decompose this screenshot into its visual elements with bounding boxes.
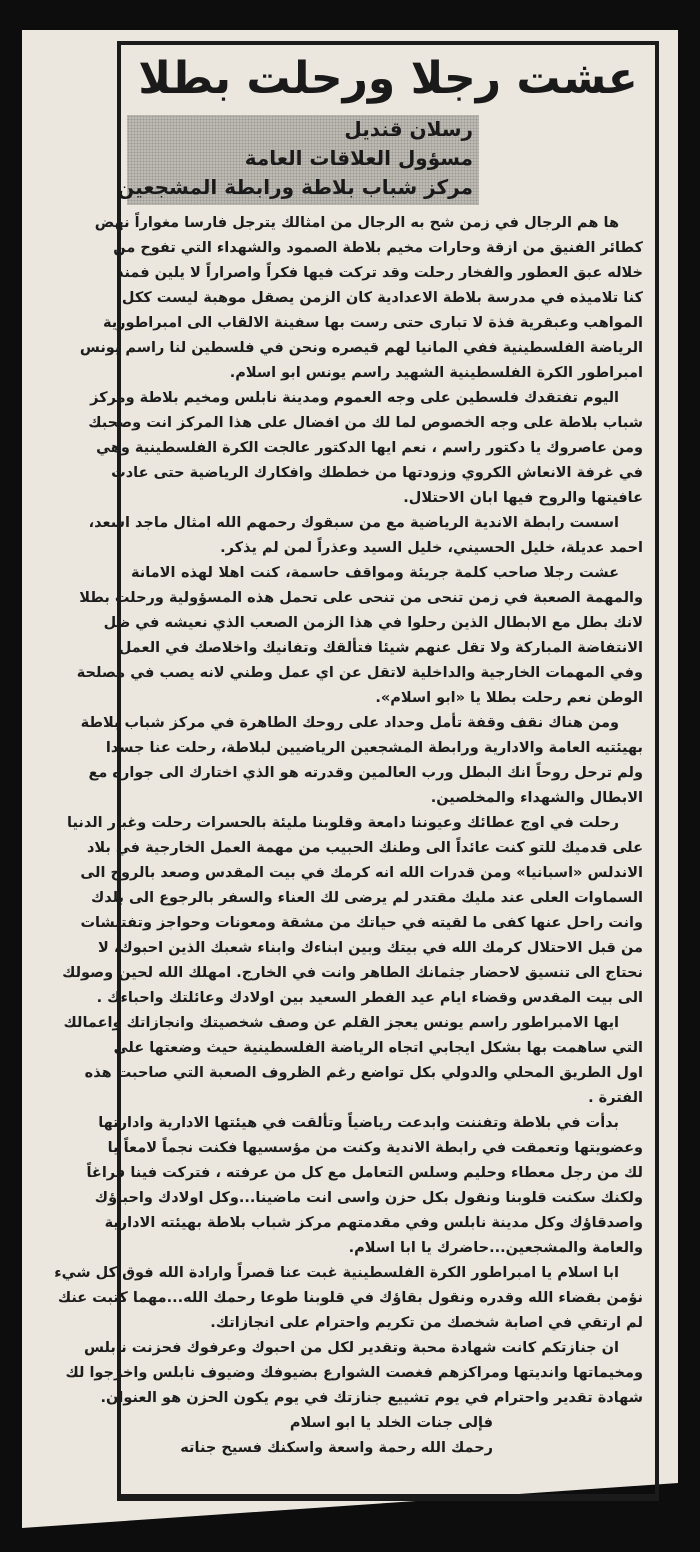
text-line: الوطن نعم رحلت بطلا يا «ابو اسلام».	[375, 690, 643, 706]
text-line: نحتاج الى تنسيق لاحضار جثمانك الطاهر وانت في الخارج. امهلك الله لحين وصولك	[62, 965, 643, 981]
text-line: خلاله عبق العطور والفخار رحلت وقد تركت فيها فكراً واصراراً لا يلين فمنذ	[116, 265, 643, 281]
text-line: احمد عديلة، خليل الحسيني، خليل السيد وعذراً لمن لم يذكر.	[220, 540, 643, 556]
text-line: كنا تلاميذه في مدرسة بلاطة الاعدادية كان الزمن يصقل موهبة ليست ككل	[121, 290, 643, 306]
text-line: كطائر الفنيق من ازقة وحارات مخيم بلاطة الصمود والشهداء التي تفوح من	[113, 240, 643, 256]
text-line: لانك بطل مع الابطال الذين رحلوا في هذا الزمن الصعب الذي نعيشه في ظل	[103, 615, 643, 631]
article-frame	[54, 41, 659, 1501]
text-line: التي ساهمت بها بشكل ايجابي اتجاه الرياضة الفلسطينية حيث وضعتها على	[113, 1040, 643, 1056]
text-line: لم ارتقي في اصابة شخصك من تكريم واحترام على انجازاتك.	[210, 1315, 643, 1331]
text-line: الفترة .	[588, 1090, 643, 1106]
text-line: امبراطور الكرة الفلسطينية الشهيد راسم يونس ابو اسلام.	[229, 365, 643, 381]
article-paragraph	[88, 386, 643, 511]
text-line: اليوم تفتقدك فلسطين على وجه العموم ومدينة نابلس ومخيم بلاطة ومركز	[90, 390, 619, 406]
article-paragraph	[86, 1111, 643, 1261]
text-line: ان جنازتكم كانت شهادة محبة وتقدير لكل من احبوك وعرفوك فحزنت نابلس	[84, 1340, 619, 1356]
text-line: ومن عاصروك يا دكتور راسم ، نعم ايها الدكتور عالجت الكرة الفلسطينية وهي	[96, 440, 643, 456]
text-line: والمهمة الصعبة في زمن تنحى من تنحى على تحمل هذه المسؤولية ورحلت بطلا	[79, 590, 643, 606]
text-line: واصدقاؤك وكل مدينة نابلس وفي مقدمتهم مركز شباب بلاطة بهيئته الادارية	[104, 1215, 643, 1231]
closing-line: رحمك الله رحمة واسعة واسكنك فسيح جناته	[180, 1440, 493, 1456]
article-paragraph	[63, 1011, 643, 1111]
article-title: عشت رجلا ورحلت بطلا	[138, 53, 638, 104]
article-paragraph	[88, 511, 643, 561]
text-line: ايها الامبراطور راسم يونس يعجز القلم عن وصف شخصيتك وانجازاتك واعمالك	[63, 1015, 619, 1031]
article-paragraph	[54, 1261, 643, 1336]
text-line: وانت راحل عنها كفى ما لقيته في حياتك من مشقة ومعونات وحواجز وتفتيشات	[80, 915, 643, 931]
article-paragraph	[62, 811, 643, 1011]
text-line: ابا اسلام يا امبراطور الكرة الفلسطينية غبت عنا قصراً وارادة الله فوق كل شيء	[54, 1265, 619, 1281]
text-line: شهادة تقدير واحترام في يوم تشييع جنازتك في يوم يكون الحزن هو العنوان.	[100, 1390, 643, 1406]
text-line: نؤمن بقضاء الله وقدره ونقول بقاؤك في قلوبنا طوعا رحمك الله...مهما كتبت عنك	[57, 1290, 643, 1306]
text-line: شباب بلاطة على وجه الخصوص لما لك من افضال على هذا المركز انت وصحبك	[88, 415, 643, 431]
text-line: عافيتها والروح فيها ابان الاحتلال.	[403, 490, 643, 506]
text-line: بهيئتيه العامة والادارية ورابطة المشجعين الرياضيين لبلاطة، رحلت عنا جسدا	[105, 740, 643, 756]
text-line: المواهب وعبقرية فذة لا تبارى حتى رست بها سفينة الالقاب الى امبراطورية	[102, 315, 643, 331]
text-line: ولم ترحل روحاً انك البطل ورب العالمين وقدرته هو الذي اختارك الى جواره مع	[88, 765, 643, 781]
text-line: في غرفة الانعاش الكروي وزودتها من خططك وافكارك الرياضية حتى عادت	[111, 465, 643, 481]
text-line: على قدميك للتو كنت عائداً الى وطنك الحبيب من مهمة العمل الخارجية في بلاد	[86, 840, 643, 856]
text-line: بدأت في بلاطة وتفننت وابدعت رياضياً وتألقت في هيئتها الادارية وادارتها	[98, 1115, 619, 1131]
author-organization: مركز شباب بلاطة ورابطة المشجعين	[117, 175, 473, 199]
closing-lines	[131, 1411, 643, 1461]
text-line: ولكنك سكنت قلوبنا ونقول بكل حزن واسى انت ماضينا...وكل اولادك واحباؤك	[94, 1190, 643, 1206]
text-line: وعضويتها وتعمقت في رابطة الاندية وكنت من مؤسسيها فكنت نجماً لامعاً يا	[107, 1140, 643, 1156]
text-line: ومخيماتها وانديتها ومراكزهم فغصت الشوارع بضيوفك وضيوف نابلس واخرجوا لك	[65, 1365, 643, 1381]
article-paragraph	[65, 1336, 643, 1411]
text-line: رحلت في اوج عطائك وعيوننا دامعة وقلوبنا مليئة بالحسرات رحلت وغبار الدنيا	[67, 815, 619, 831]
text-line: وفي المهمات الخارجية والداخلية لاتقل عن اي عمل وطني لانه يصب في مصلحة	[76, 665, 643, 681]
author-position: مسؤول العلاقات العامة	[244, 146, 473, 170]
text-line: ها هم الرجال في زمن شح به الرجال من امثالك يترجل فارسا مغواراً نهض	[94, 215, 619, 231]
author-byline	[117, 115, 479, 205]
text-line: الاندلس «اسبانيا» ومن قدرات الله انه كرمك في بيت المقدس وصعد بالروح الى	[80, 865, 643, 881]
text-line: الرياضة الفلسطينية ففي المانيا لهم قيصره ونحن في فلسطين لنا راسم يونس	[79, 340, 643, 356]
article-body	[54, 211, 643, 1461]
text-line: السماوات العلى عند مليك مقتدر لم يرضى لك العناء والسفر بالرجوع الى بلدك	[90, 890, 643, 906]
article-paragraph	[80, 711, 643, 811]
author-name: رسلان قنديل	[344, 117, 473, 141]
text-line: عشت رجلا صاحب كلمة جريئة ومواقف حاسمة، كنت اهلا لهذه الامانة	[131, 565, 619, 581]
closing-line: فإلى جنات الخلد يا ابو اسلام	[289, 1415, 493, 1431]
article-paragraph	[76, 561, 643, 711]
text-line: لك من رجل معطاء وحليم وسلس التعامل مع كل من عرفته ، فتركت فينا فراغاً	[86, 1165, 643, 1181]
text-line: الانتفاضة المباركة ولا تقل عنهم شيئا فتألقك وتفانيك واخلاصك في العمل	[118, 640, 643, 656]
text-line: اسست رابطة الاندية الرياضية مع من سبقوك رحمهم الله امثال ماجد اسعد،	[88, 515, 619, 531]
text-line: الابطال والشهداء والمخلصين.	[430, 790, 643, 806]
text-line: والعامة والمشجعين...حاضرك يا ابا اسلام.	[348, 1240, 643, 1256]
text-line: ومن هناك نقف وقفة تأمل وحداد على روحك الطاهرة في مركز شباب بلاطة	[80, 715, 619, 731]
text-line: الى بيت المقدس وقضاء ايام عيد الفطر السعيد بين اولادك وعائلتك واحباءك .	[96, 990, 643, 1006]
text-line: اول الطريق المحلي والدولي بكل تواضع رغم الظروف الصعبة التي صاحبت هذه	[84, 1065, 643, 1081]
article-paragraph	[79, 211, 643, 386]
text-line: من قبل الاحتلال كرمك الله في بيتك وبين ابناءك وابناء شعبك الذين احبوك، لا	[97, 940, 643, 956]
